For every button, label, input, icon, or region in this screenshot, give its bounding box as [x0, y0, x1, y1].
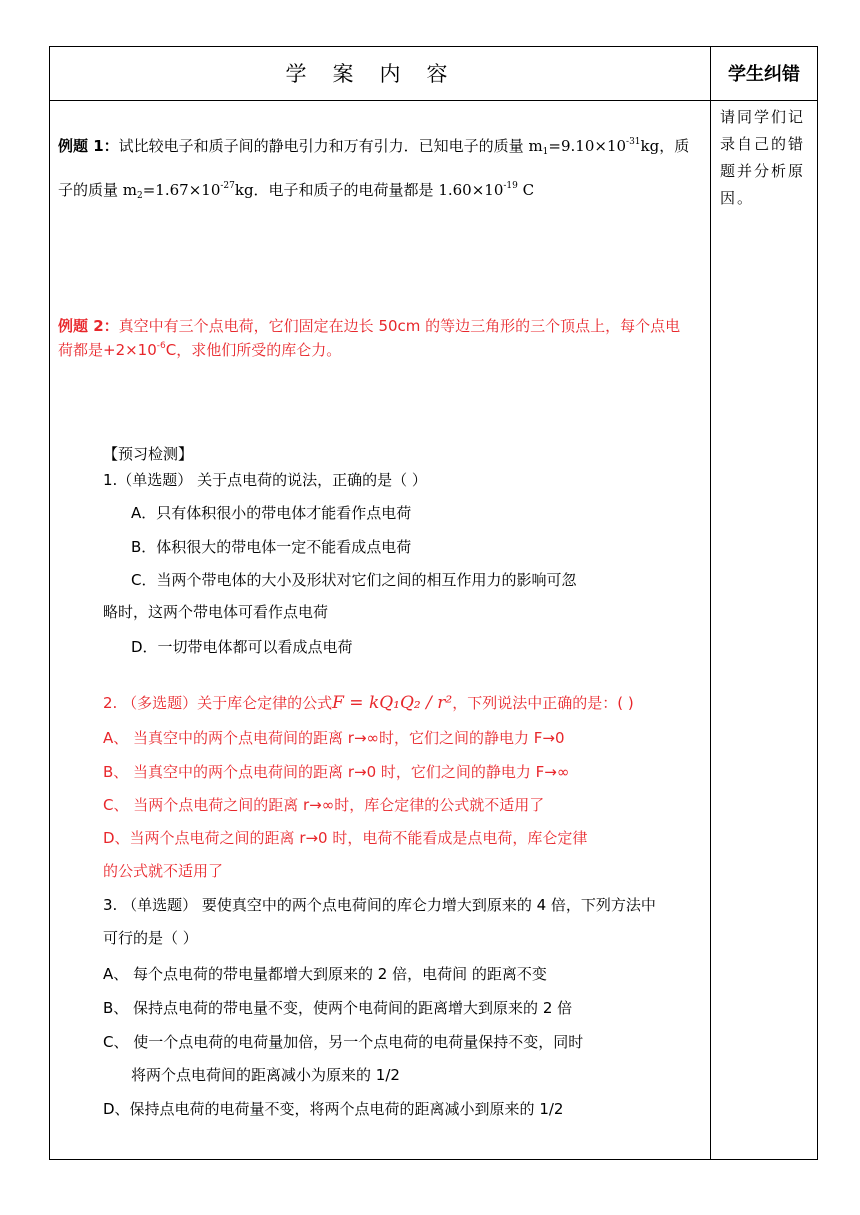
q2-option-a: A、 当真空中的两个点电荷间的距离 r→∞时，它们之间的静电力 F→0 [103, 729, 565, 747]
side-column-title: 学生纠错 [728, 64, 800, 85]
column-divider [710, 46, 711, 1160]
q2-option-c: C、 当两个点电荷之间的距离 r→∞时，库仑定律的公式就不适用了 [103, 796, 545, 814]
q2-option-b: B、 当真空中的两个点电荷间的距离 r→0 时，它们之间的静电力 F→∞ [103, 763, 570, 781]
preview-title: 【预习检测】 [103, 445, 194, 463]
q3-stem-line-2: 可行的是（ ） [103, 929, 198, 947]
q1-option-b: B．体积很大的带电体一定不能看成点电荷 [131, 538, 412, 556]
q1-option-d: D．一切带电体都可以看成点电荷 [131, 638, 353, 656]
q3-option-c-line-2: 将两个点电荷间的距离减小为原来的 1/2 [131, 1066, 400, 1084]
q2-stem: 2. （多选题）关于库仑定律的公式F = kQ₁Q₂ / r²，下列说法中正确的是：( ) [103, 693, 634, 713]
q3-option-a: A、 每个点电荷的带电量都增大到原来的 2 倍，电荷间 的距离不变 [103, 965, 547, 983]
q3-stem-line-1: 3. （单选题） 要使真空中的两个点电荷间的库仑力增大到原来的 4 倍，下列方法中 [103, 896, 656, 914]
q1-stem: 1.（单选题） 关于点电荷的说法，正确的是（ ） [103, 471, 427, 489]
q3-option-d: D、保持点电荷的电荷量不变，将两个点电荷的距离减小到原来的 1/2 [103, 1100, 564, 1118]
example-1-line-1: 例题 1：试比较电子和质子间的静电引力和万有引力．已知电子的质量 $m_1=9.10\times 10^{-31}kg$，质 [58, 137, 690, 157]
coulomb-formula: F = kQ₁Q₂ / r² [332, 693, 453, 713]
example-1-label: 例题 1： [58, 137, 119, 155]
q1-option-c-line-1: C．当两个带电体的大小及形状对它们之间的相互作用力的影响可忽 [131, 571, 577, 589]
correction-instruction: 请同学们记录自己的错题并分析原因。 [720, 108, 806, 207]
q1-option-a: A．只有体积很小的带电体才能看作点电荷 [131, 504, 412, 522]
q3-option-b: B、 保持点电荷的带电量不变，使两个电荷间的距离增大到原来的 2 倍 [103, 999, 573, 1017]
q2-option-d-line-1: D、当两个点电荷之间的距离 r→0 时，电荷不能看成是点电荷，库仑定律 [103, 829, 588, 847]
example-2-line-1: 例题 2：真空中有三个点电荷，它们固定在边长 50cm 的等边三角形的三个顶点上，每个点电 [58, 317, 681, 335]
example-1-line-2: 子的质量 $m_2=1.67\times 10^{-27}kg$．电子和质子的电荷量都是 $1.60\times 10^{-19}$ C [58, 181, 535, 201]
example-2-label: 例题 2： [58, 317, 119, 335]
main-column-title: 学案内容 [285, 62, 474, 86]
q2-option-d-line-2: 的公式就不适用了 [103, 862, 224, 880]
q1-option-c-line-2: 略时，这两个带电体可看作点电荷 [103, 603, 329, 621]
q3-option-c-line-1: C、 使一个点电荷的电荷量加倍，另一个点电荷的电荷量保持不变，同时 [103, 1033, 584, 1051]
example-2-line-2: 荷都是$+2\times 10^{-6}C$，求他们所受的库仑力。 [58, 341, 342, 359]
header-divider [49, 100, 818, 101]
